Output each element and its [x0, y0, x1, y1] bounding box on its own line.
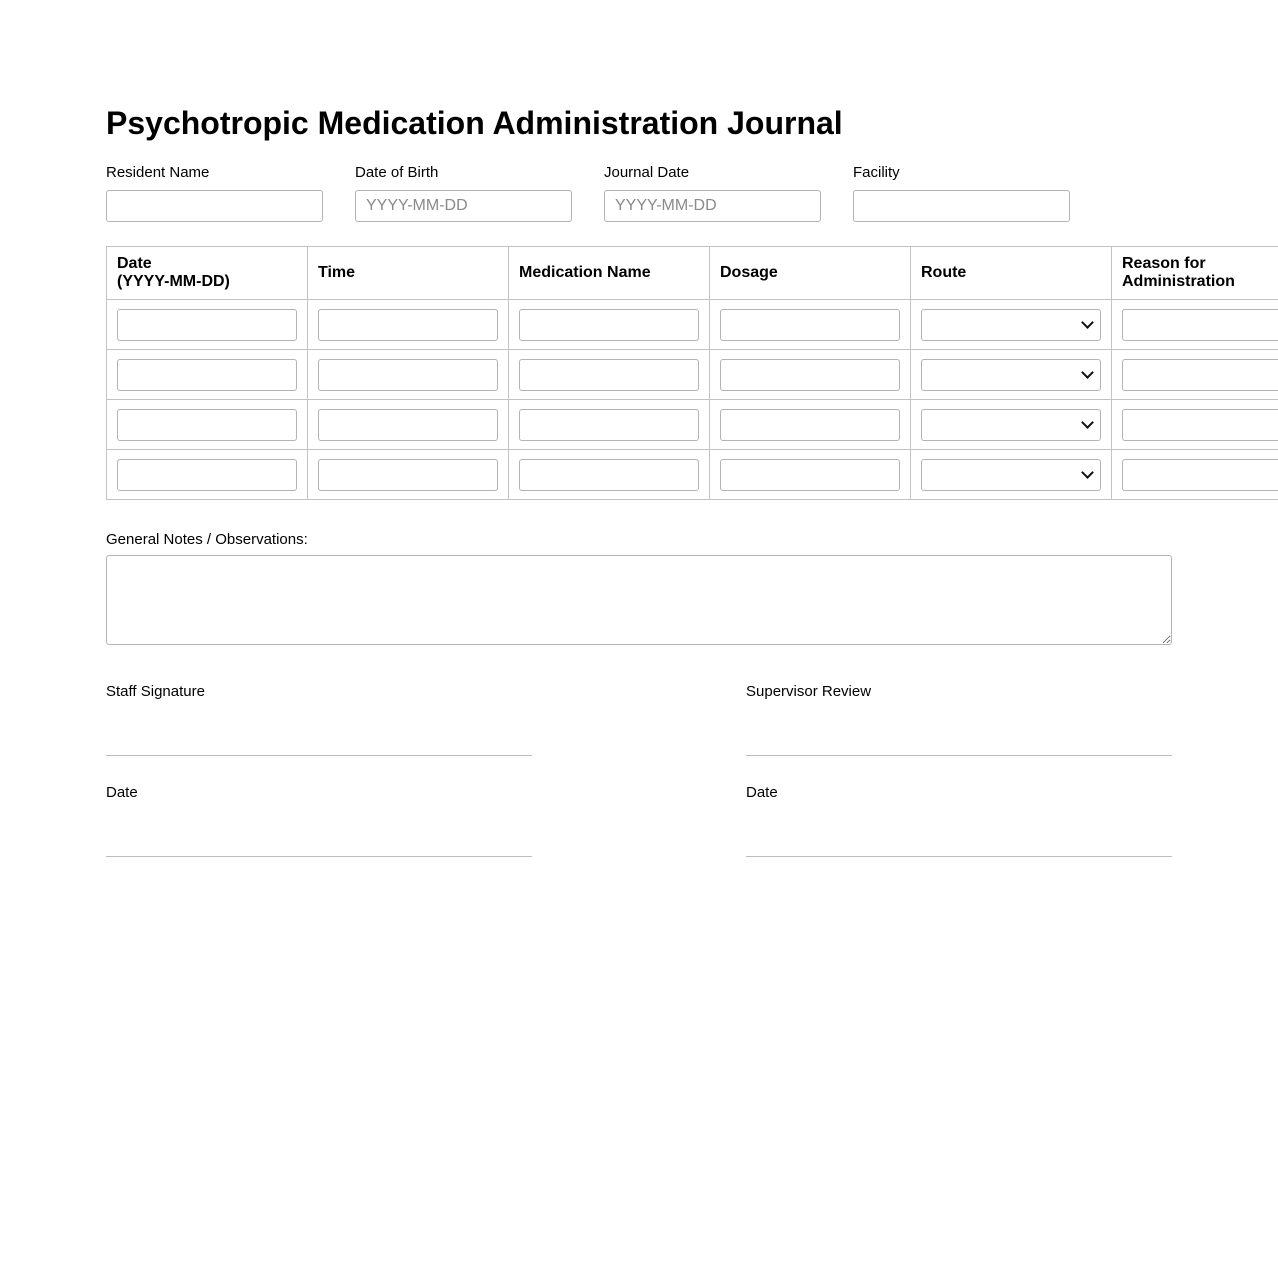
staff-signature-block: [106, 683, 532, 701]
header-fields: [106, 164, 1070, 222]
route-select[interactable]: [921, 409, 1101, 441]
column-header-reason: Reason for Administration: [1112, 247, 1278, 300]
medication-name-input[interactable]: [519, 459, 699, 491]
route-select[interactable]: [921, 309, 1101, 341]
table-row: [107, 300, 1278, 350]
resident-name-input[interactable]: [106, 190, 323, 222]
supervisor-date-block: [746, 784, 1172, 802]
staff-signature-label: Staff Signature: [106, 683, 205, 700]
time-input[interactable]: [318, 309, 498, 341]
facility-label: Facility: [853, 164, 900, 181]
time-input[interactable]: [318, 409, 498, 441]
staff-date-label: Date: [106, 784, 138, 801]
resident-name-label: Resident Name: [106, 164, 210, 181]
facility-field: [853, 164, 1070, 222]
journal-date-label: Journal Date: [604, 164, 690, 181]
supervisor-date-line[interactable]: [746, 856, 1172, 857]
route-select[interactable]: [921, 459, 1101, 491]
table-row: [107, 400, 1278, 450]
time-input[interactable]: [318, 459, 498, 491]
table-header-row: [107, 247, 1278, 300]
reason-input[interactable]: [1122, 409, 1278, 441]
date-of-birth-input[interactable]: [355, 190, 572, 222]
column-header-dosage: Dosage: [710, 247, 911, 300]
date-input[interactable]: [117, 359, 297, 391]
reason-input[interactable]: [1122, 309, 1278, 341]
reason-input[interactable]: [1122, 359, 1278, 391]
reason-input[interactable]: [1122, 459, 1278, 491]
administration-table-wrapper: [106, 246, 1278, 500]
staff-date-line[interactable]: [106, 856, 532, 857]
date-input[interactable]: [117, 459, 297, 491]
journal-date-input[interactable]: [604, 190, 821, 222]
supervisor-date-label: Date: [746, 784, 778, 801]
column-header-route: Route: [911, 247, 1112, 300]
table-row: [107, 450, 1278, 500]
date-input[interactable]: [117, 409, 297, 441]
administration-table: [106, 246, 1278, 500]
date-of-birth-field: [355, 164, 572, 222]
dosage-input[interactable]: [720, 309, 900, 341]
column-header-medication-name: Medication Name: [509, 247, 710, 300]
dosage-input[interactable]: [720, 409, 900, 441]
staff-signature-line[interactable]: [106, 755, 532, 756]
medication-name-input[interactable]: [519, 309, 699, 341]
dosage-input[interactable]: [720, 459, 900, 491]
notes-section: [106, 531, 1172, 650]
table-row: [107, 350, 1278, 400]
supervisor-review-block: [746, 683, 1172, 701]
supervisor-signature-line[interactable]: [746, 755, 1172, 756]
notes-textarea[interactable]: [106, 555, 1172, 645]
page-title: Psychotropic Medication Administration Journal: [106, 105, 843, 141]
route-select[interactable]: [921, 359, 1101, 391]
staff-date-block: [106, 784, 532, 802]
column-header-date: Date (YYYY-MM-DD): [107, 247, 308, 300]
column-header-time: Time: [308, 247, 509, 300]
supervisor-review-label: Supervisor Review: [746, 683, 872, 700]
dosage-input[interactable]: [720, 359, 900, 391]
resident-name-field: [106, 164, 323, 222]
time-input[interactable]: [318, 359, 498, 391]
journal-date-field: [604, 164, 821, 222]
medication-name-input[interactable]: [519, 409, 699, 441]
facility-input[interactable]: [853, 190, 1070, 222]
medication-name-input[interactable]: [519, 359, 699, 391]
notes-label: General Notes / Observations:: [106, 531, 308, 548]
date-input[interactable]: [117, 309, 297, 341]
date-of-birth-label: Date of Birth: [355, 164, 439, 181]
